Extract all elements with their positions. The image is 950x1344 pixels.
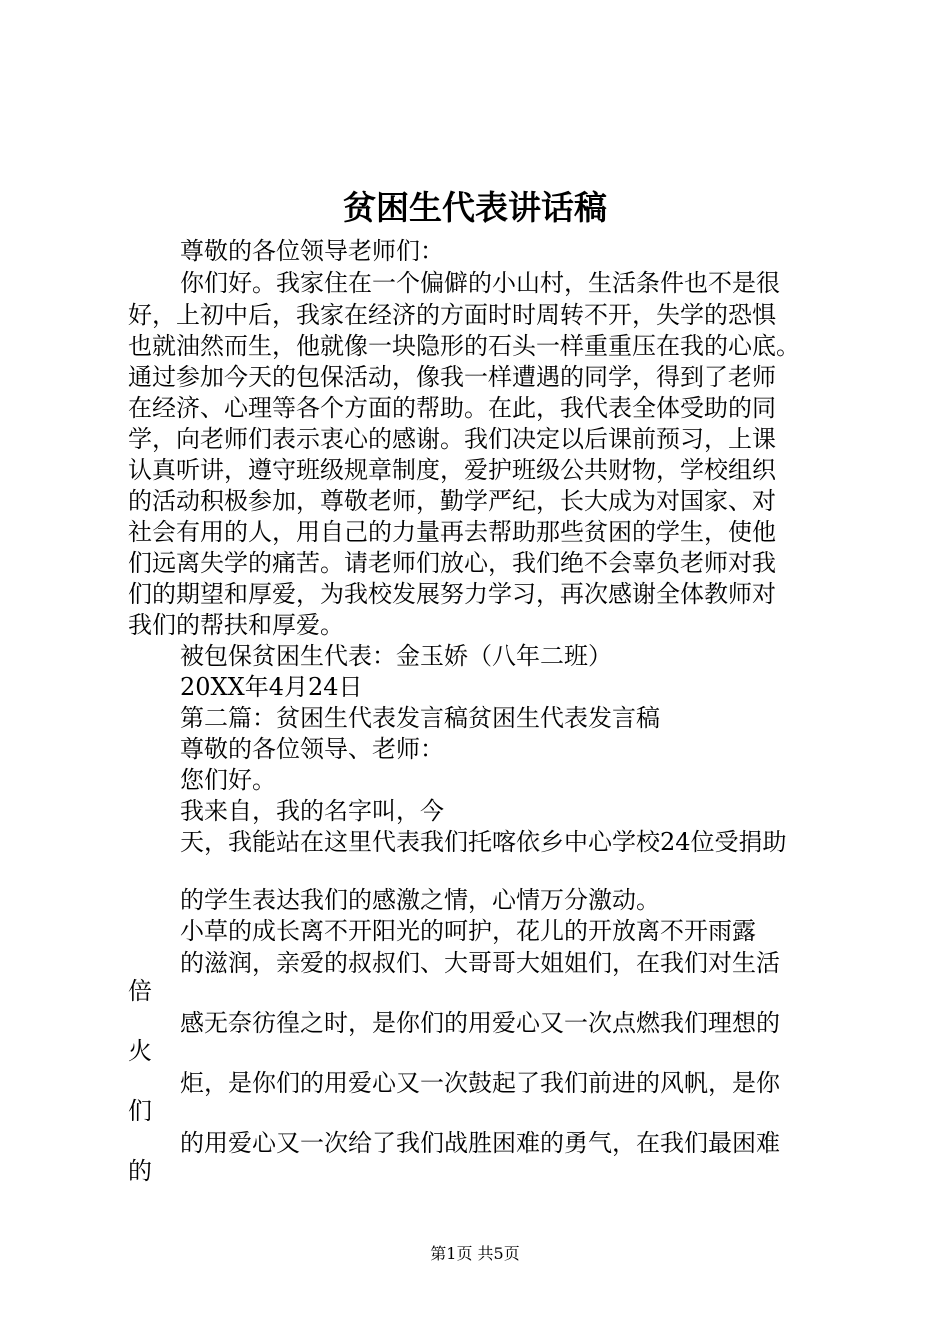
- text-line: 认真听讲，遵守班级规章制度，爱护班级公共财物，学校组织: [128, 456, 776, 484]
- section-heading: 第二篇：贫困生代表发言稿贫困生代表发言稿: [180, 704, 660, 732]
- text-line: 们: [128, 1097, 152, 1125]
- text-line: 倍: [128, 977, 152, 1005]
- text-line: 你们好。我家住在一个偏僻的小山村，生活条件也不是很: [180, 269, 780, 297]
- text-line: 的学生表达我们的感激之情，心情万分激动。: [180, 886, 660, 914]
- text-line: 天，我能站在这里代表我们托喀依乡中心学校24位受捐助: [180, 828, 787, 856]
- text-line: 尊敬的各位领导、老师：: [180, 735, 444, 763]
- text-line: 的用爱心又一次给了我们战胜困难的勇气，在我们最困难: [180, 1129, 780, 1157]
- text-line: 我们的帮扶和厚爱。: [128, 611, 344, 639]
- text-line: 好，上初中后，我家在经济的方面时时周转不开，失学的恐惧: [128, 301, 776, 329]
- text-line: 尊敬的各位领导老师们：: [180, 237, 444, 265]
- text-line: 们远离失学的痛苦。请老师们放心，我们绝不会辜负老师对我: [128, 549, 776, 577]
- text-line: 的活动积极参加，尊敬老师，勤学严纪，长大成为对国家、对: [128, 487, 776, 515]
- text-line: 的滋润，亲爱的叔叔们、大哥哥大姐姐们，在我们对生活: [180, 949, 780, 977]
- text-line: 小草的成长离不开阳光的呵护，花儿的开放离不开雨露: [180, 917, 756, 945]
- text-line: 学，向老师们表示衷心的感谢。我们决定以后课前预习，上课: [128, 425, 776, 453]
- text-line: 在经济、心理等各个方面的帮助。在此，我代表全体受助的同: [128, 394, 776, 422]
- text-line: 们的期望和厚爱，为我校发展努力学习，再次感谢全体教师对: [128, 580, 776, 608]
- text-line: 的: [128, 1157, 152, 1185]
- text-line: 通过参加今天的包保活动，像我一样遭遇的同学，得到了老师: [128, 363, 776, 391]
- text-line: 炬，是你们的用爱心又一次鼓起了我们前进的风帆，是你: [180, 1069, 780, 1097]
- signature-line: 被包保贫困生代表：金玉娇（八年二班）: [180, 642, 612, 670]
- text-line: 感无奈彷徨之时，是你们的用爱心又一次点燃我们理想的: [180, 1009, 780, 1037]
- text-line: 您们好。: [180, 766, 276, 794]
- text-line: 社会有用的人，用自己的力量再去帮助那些贫困的学生，使他: [128, 518, 776, 546]
- text-line: 火: [128, 1037, 152, 1065]
- text-line: 我来自，我的名字叫，今: [180, 797, 444, 825]
- date-line: 20XX年4月24日: [180, 673, 363, 701]
- page-title: 贫困生代表讲话稿: [343, 188, 607, 227]
- page-footer: 第1页 共5页: [430, 1244, 520, 1263]
- text-line: 也就油然而生，他就像一块隐形的石头一样重重压在我的心底。: [128, 332, 800, 360]
